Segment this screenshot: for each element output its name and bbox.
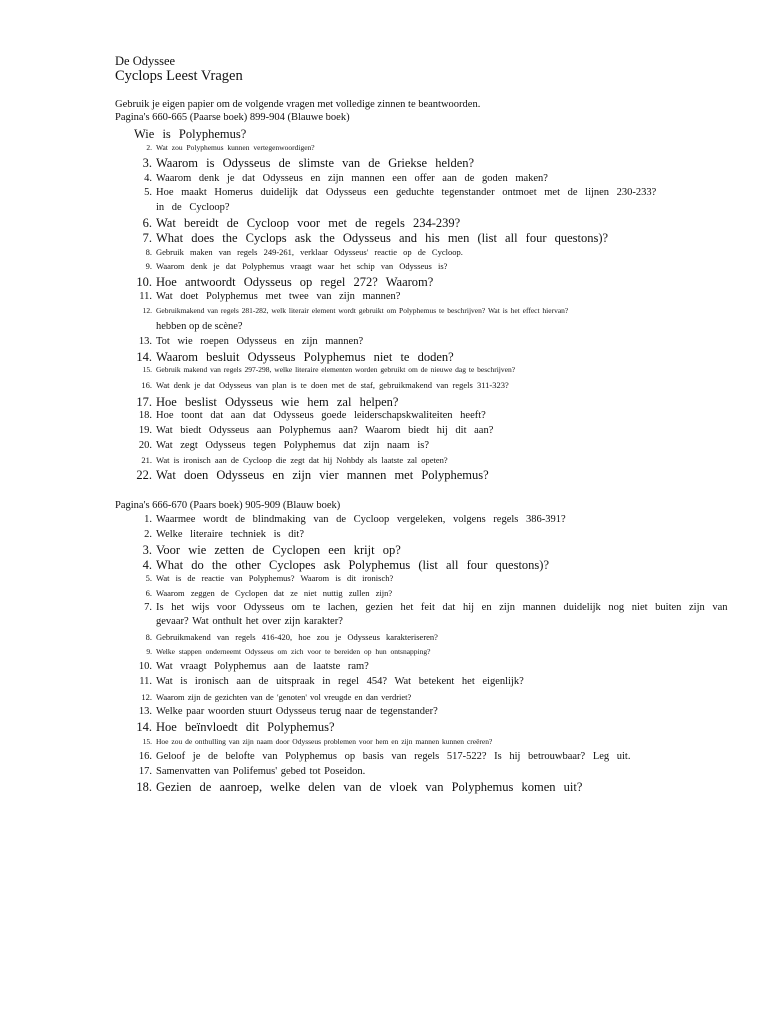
question-text: Gebruikmakend van regels 281-282, welk literair element wordt gebruikt om Polyphemus te beschrijven? Wat is het effect hiervan?	[156, 306, 569, 315]
question-text: What do the other Cyclopes ask Polyphemus (list all four questons)?	[156, 558, 549, 572]
question-number: 11.	[139, 291, 152, 302]
question-number: 1.	[144, 514, 152, 525]
question-text: Waarmee wordt de blindmaking van de Cycloop vergeleken, volgens regels 386-391?	[156, 514, 566, 525]
question-number: 13.	[138, 336, 152, 347]
question-text: Voor wie zetten de Cyclopen een krijt op?	[156, 543, 401, 557]
question-text: Geloof je de belofte van Polyphemus op basis van regels 517-522? Is hij betrouwbaar? Leg uit.	[156, 751, 631, 762]
question-number: 18.	[138, 410, 152, 421]
question-text: Hoe maakt Homerus duidelijk dat Odysseus een geduchte tegenstander ontmoet met de lijnen 230-233?	[156, 187, 657, 198]
document-title: De Odyssee	[115, 54, 176, 68]
question-text: Wat doet Polyphemus met twee van zijn mannen?	[156, 291, 401, 302]
question-number: 12.	[141, 692, 152, 702]
question-text: Welke stappen onderneemt Odysseus om zich voor te bereiden op hun ontsnapping?	[156, 647, 431, 656]
question-number: 15.	[142, 737, 152, 746]
question-text: Gebruikmakend van regels 416-420, hoe zou je Odysseus karakteriseren?	[156, 632, 438, 642]
question-number: 8.	[145, 247, 152, 257]
question-number: 4.	[144, 173, 152, 184]
question-text: Wie is Polyphemus?	[134, 127, 247, 141]
question-text-continued: in de Cycloop?	[156, 202, 230, 213]
question-number: 12.	[142, 306, 152, 315]
question-number: 7.	[144, 602, 152, 613]
question-text: Waarom is Odysseus de slimste van de Griekse helden?	[156, 156, 475, 170]
question-number: 5.	[145, 573, 152, 583]
question-text: Hoe beïnvloedt dit Polyphemus?	[156, 720, 335, 734]
question-number: 8.	[145, 632, 152, 642]
question-number: 4.	[142, 558, 152, 572]
question-number: 19.	[138, 425, 152, 436]
question-number: 9.	[145, 261, 152, 271]
question-number: 7.	[142, 231, 152, 245]
question-number: 11.	[139, 676, 152, 687]
question-text: Hoe beslist Odysseus wie hem zal helpen?	[156, 395, 399, 409]
question-number: 10.	[138, 661, 152, 672]
question-number: 3.	[142, 543, 152, 557]
question-number: 6.	[145, 588, 152, 598]
question-number: 17.	[136, 395, 152, 409]
question-text: Samenvatten van Polifemus' gebed tot Poseidon.	[156, 766, 366, 777]
question-number: 17.	[138, 766, 152, 777]
question-text: Wat denk je dat Odysseus van plan is te doen met de staf, gebruikmakend van regels 311-323?	[156, 380, 509, 390]
question-text: Wat biedt Odysseus aan Polyphemus aan? Waarom biedt hij dit aan?	[156, 425, 494, 436]
question-number: 3.	[142, 156, 152, 170]
question-number: 10.	[136, 275, 152, 289]
question-text: Wat is ironisch aan de Cycloop die zegt dat hij Nohbdy als laatste zal opeten?	[156, 455, 448, 465]
question-text: What does the Cyclops ask the Odysseus and his men (list all four questons)?	[156, 231, 609, 245]
question-text: Wat is ironisch aan de uitspraak in regel 454? Wat betekent het eigenlijk?	[156, 676, 524, 687]
question-text: Waarom zijn de gezichten van de 'genoten' vol vreugde en dan verdriet?	[156, 692, 412, 702]
question-number: 18.	[136, 780, 152, 794]
question-number: 22.	[136, 468, 152, 482]
section-1-heading: Pagina's 660-665 (Paarse boek) 899-904 (Blauwe boek)	[115, 112, 350, 123]
question-text: Waarom denk je dat Polyphemus vraagt waar het schip van Odysseus is?	[156, 261, 448, 271]
question-number: 15.	[142, 365, 152, 374]
question-number: 13.	[138, 706, 152, 717]
question-text: Gezien de aanroep, welke delen van de vloek van Polyphemus komen uit?	[156, 780, 583, 794]
instruction-text: Gebruik je eigen papier om de volgende vragen met volledige zinnen te beantwoorden.	[115, 99, 481, 110]
question-text: Wat is de reactie van Polyphemus? Waarom is dit ironisch?	[156, 573, 394, 583]
question-number: 16.	[138, 751, 152, 762]
question-text: Waarom denk je dat Odysseus en zijn mannen een offer aan de goden maken?	[156, 173, 548, 184]
question-text-continued: gevaar? Wat onthult het over zijn karakter?	[156, 616, 343, 627]
question-text: Waarom besluit Odysseus Polyphemus niet te doden?	[156, 350, 454, 364]
question-number: 9.	[146, 647, 152, 656]
question-text: Wat vraagt Polyphemus aan de laatste ram?	[156, 661, 369, 672]
question-number: 20.	[138, 440, 152, 451]
question-text: Wat doen Odysseus en zijn vier mannen met Polyphemus?	[156, 468, 489, 482]
question-text: Is het wijs voor Odysseus om te lachen, gezien het feit dat hij en zijn mannen duidelijk nog niet buiten zijn van	[156, 602, 728, 613]
question-text: Hoe zou de onthulling van zijn naam door Odysseus problemen voor hem en zijn mannen kunnen creëren?	[156, 737, 493, 746]
question-number: 21.	[141, 455, 152, 465]
question-text: Wat zou Polyphemus kunnen vertegenwoordigen?	[156, 143, 315, 152]
question-text: Wat zegt Odysseus tegen Polyphemus dat zijn naam is?	[156, 440, 430, 451]
document-subtitle: Cyclops Leest Vragen	[115, 68, 243, 84]
question-number: 2.	[144, 529, 152, 540]
question-number: 6.	[142, 216, 152, 230]
question-text: Hoe antwoordt Odysseus op regel 272? Waarom?	[156, 275, 434, 289]
question-text: Welke literaire techniek is dit?	[156, 529, 305, 540]
question-text: Welke paar woorden stuurt Odysseus terug naar de tegenstander?	[156, 706, 438, 717]
question-text: Tot wie roepen Odysseus en zijn mannen?	[156, 336, 364, 347]
question-text: Wat bereidt de Cycloop voor met de regels 234-239?	[156, 216, 461, 230]
question-text: Gebruik makend van regels 297-298, welke literaire elementen worden gebruikt om de nieuwe dag te beschrijven?	[156, 365, 516, 374]
question-number: 2.	[146, 143, 152, 152]
question-number: 16.	[141, 380, 152, 390]
question-text: Gebruik maken van regels 249-261, verklaar Odysseus' reactie op de Cycloop.	[156, 247, 463, 257]
question-text: Waarom zeggen de Cyclopen dat ze niet nuttig zullen zijn?	[156, 588, 393, 598]
question-number: 5.	[144, 187, 152, 198]
question-number: 14.	[136, 720, 152, 734]
question-text: Hoe toont dat aan dat Odysseus goede leiderschapskwaliteiten heeft?	[156, 410, 486, 421]
question-number: 14.	[136, 350, 152, 364]
section-2-heading: Pagina's 666-670 (Paars boek) 905-909 (Blauw boek)	[115, 500, 341, 511]
question-text-continued: hebben op de scène?	[156, 321, 243, 332]
